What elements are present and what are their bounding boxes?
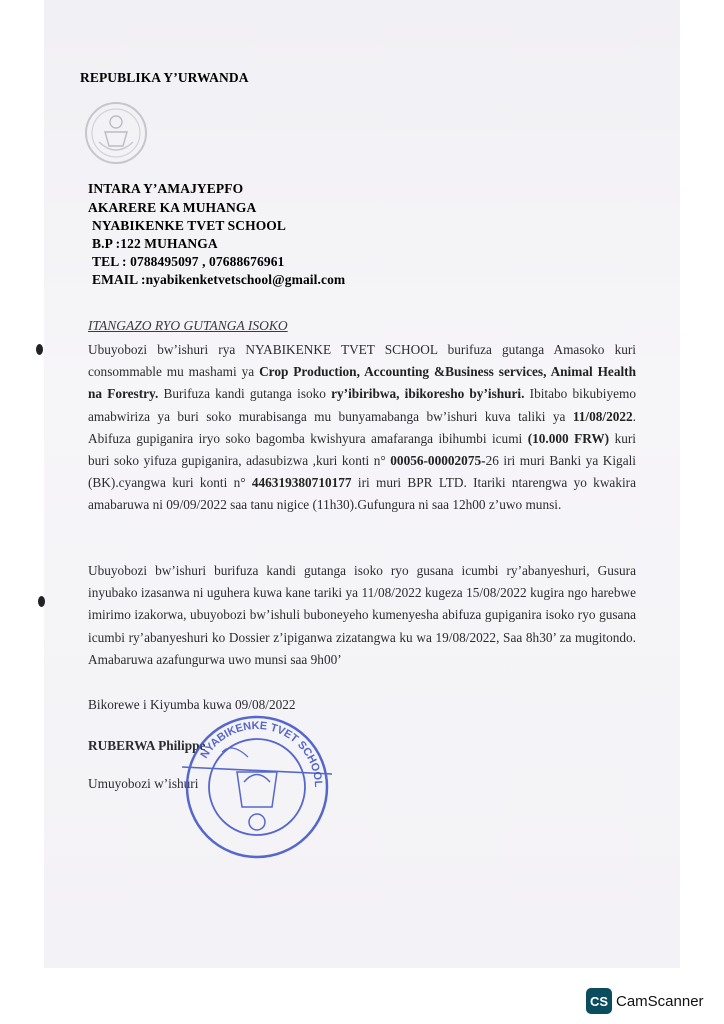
notice-title: ITANGAZO RYO GUTANGA ISOKO [88, 318, 288, 333]
bold-text-run: 00056-00002075- [390, 453, 486, 469]
signatory-name: RUBERWA Philippe [88, 738, 206, 753]
bold-text-run: (10.000 FRW) [527, 430, 610, 446]
bold-text-run: 446319380710177 [251, 475, 352, 491]
email-address: EMAIL :nyabikenketvetschool@gmail.com [92, 272, 346, 287]
telephone: TEL : 0788495097 , 07688676961 [92, 254, 285, 269]
school-name: NYABIKENKE TVET SCHOOL [92, 218, 287, 233]
po-box: B.P :122 MUHANGA [92, 236, 218, 251]
notice-paragraph-2: Ubuyobozi bw’ishuri burifuza kandi gutanga isoko ryo gusana icumbi ry’abanyeshuri, Gusura inyubako izasanwa ni uguhera kuwa kane tariki ya 11/08/2022 kugeza 15/08/2022 kugira ngo harebwe imirimo izakorwa, ubuyobozi bw’ishuli buboneyeho kumenyesha abifuza gupiganira isoko ryo gusana icumbi ry’abanyeshuri ko Dossier z’ipiganwa zizatangwa ku wa 19/08/2022, Saa 8h30’ za mugitondo. Amabaruwa azafungurwa uwo munsi saa 9h00’ [88, 563, 636, 667]
camscanner-logo-icon: CS [586, 988, 612, 1014]
punch-hole-mark [36, 344, 43, 355]
camscanner-brand: CamScanner [616, 992, 704, 1010]
camscanner-watermark [586, 988, 704, 1014]
text-run: Burifuza kandi gutanga isoko [158, 386, 332, 402]
stamp-ring-text: NYABIKENKE TVET SCHOOL [198, 719, 325, 788]
country-name: REPUBLIKA Y’URWANDA [80, 70, 249, 85]
text-run: Ubuyobozi bw’ishuri rya NYABIKENKE TVET SCHOOL burifuza gutanga Amasoko kuri consommable mu mashami ya [88, 342, 636, 380]
bold-text-run: ry’ibiribwa, ibikoresho by’ishuri. [331, 386, 525, 402]
district-name: AKARERE KA MUHANGA [88, 200, 257, 215]
province-name: INTARA Y’AMAJYEPFO [88, 181, 244, 196]
text-run: . Abifuza gupiganira iryo soko bagomba kwishyura amafaranga ibihumbi icumi [88, 408, 636, 446]
punch-hole-mark [38, 596, 45, 607]
bold-text-run: Crop Production, Accounting &Business services, Animal Health na Forestry. [88, 364, 636, 402]
text-run: 26 iri muri Banki ya Kigali (BK).cyangwa kuri konti n° [88, 453, 636, 491]
national-emblem-icon [83, 100, 149, 166]
bold-text-run: 11/08/2022 [572, 408, 633, 424]
text-run: kuri buri soko yifuza gupiganira, adasubizwa ,kuri konti n° [88, 430, 636, 469]
place-and-date: Bikorewe i Kiyumba kuwa 09/08/2022 [88, 697, 296, 712]
school-stamp-icon [182, 712, 332, 862]
text-run: Ibitabo bikubiyemo amabwiriza ya buri soko murabisanga mu bunyamabanga bw’ishuri kuva taliki ya [88, 386, 636, 424]
notice-paragraph-1 [88, 339, 636, 517]
signatory-role: Umuyobozi w’ishuri [88, 776, 199, 791]
text-run: iri muri BPR LTD. Itariki ntarengwa yo kwakira amabaruwa ni 09/09/2022 saa tanu nigice (11h30).Gufungura ni saa 12h00 z’uwo munsi. [88, 475, 636, 513]
